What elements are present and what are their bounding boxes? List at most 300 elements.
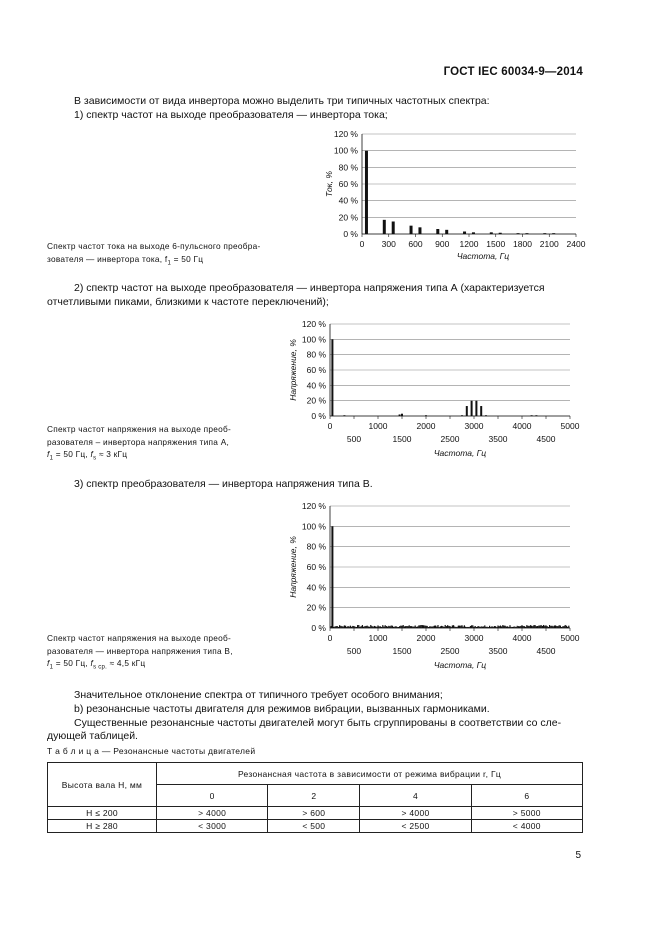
y-tick-label: 20 % bbox=[306, 602, 326, 613]
noise-bar bbox=[537, 626, 538, 628]
caption-1-line-2: зователя — инвертора тока, $f_1 = 50$ Гц bbox=[47, 253, 204, 267]
noise-bar bbox=[491, 626, 492, 628]
table-row bbox=[48, 807, 583, 820]
noise-bar bbox=[496, 627, 497, 628]
noise-bar bbox=[334, 627, 335, 628]
noise-bar bbox=[466, 627, 467, 628]
noise-bar bbox=[428, 627, 429, 628]
noise-bar bbox=[365, 626, 366, 628]
bar bbox=[463, 232, 466, 235]
noise-bar bbox=[459, 626, 460, 628]
caption-2-line-1: Спектр частот напряжения на выходе преоб- bbox=[47, 424, 231, 434]
noise-bar bbox=[421, 625, 422, 628]
noise-bar bbox=[380, 626, 381, 628]
noise-bar bbox=[477, 626, 478, 628]
noise-bar bbox=[398, 627, 399, 628]
x-tick-label: 2000 bbox=[416, 421, 436, 431]
noise-bar bbox=[355, 627, 356, 628]
noise-bar bbox=[562, 626, 563, 628]
caption-3-line-1: Спектр частот напряжения на выходе преоб- bbox=[47, 633, 231, 643]
noise-bar bbox=[449, 626, 450, 628]
x-tick-label: 5000 bbox=[560, 421, 580, 431]
noise-bar bbox=[346, 627, 347, 628]
noise-bar bbox=[363, 627, 364, 628]
bar bbox=[531, 415, 533, 416]
y-axis-title: Напряжение, % bbox=[288, 339, 298, 401]
noise-bar bbox=[434, 626, 435, 628]
noise-bar bbox=[422, 625, 423, 628]
noise-bar bbox=[339, 625, 340, 628]
noise-bar bbox=[527, 626, 528, 628]
noise-bar bbox=[352, 626, 353, 628]
table-row bbox=[48, 820, 583, 833]
y-tick-label: 80 % bbox=[306, 349, 326, 360]
noise-bar bbox=[357, 625, 358, 628]
noise-bar bbox=[526, 625, 527, 628]
table-header-mode: 4 bbox=[360, 785, 471, 807]
noise-bar bbox=[406, 626, 407, 628]
noise-bar bbox=[404, 626, 405, 628]
bar bbox=[418, 227, 421, 234]
noise-bar bbox=[476, 627, 477, 628]
bar bbox=[331, 339, 333, 416]
y-tick-label: 40 % bbox=[338, 195, 358, 206]
y-tick-label: 0 % bbox=[311, 623, 326, 633]
noise-bar bbox=[525, 627, 526, 628]
noise-bar bbox=[413, 627, 414, 628]
noise-bar bbox=[374, 626, 375, 628]
noise-bar bbox=[561, 627, 562, 628]
y-tick-label: 120 % bbox=[301, 501, 326, 511]
bar bbox=[466, 406, 468, 416]
table-caption: Т а б л и ц а — Резонансные частоты двигателей bbox=[47, 746, 256, 756]
x-tick-label: 3000 bbox=[464, 421, 484, 431]
noise-bar bbox=[481, 626, 482, 628]
noise-bar bbox=[567, 627, 568, 628]
noise-bar bbox=[362, 625, 363, 628]
noise-bar bbox=[381, 627, 382, 628]
y-axis-title: Напряжение, % bbox=[288, 536, 298, 598]
bar bbox=[383, 220, 386, 234]
noise-bar bbox=[556, 626, 557, 628]
noise-bar bbox=[547, 626, 548, 628]
bar bbox=[401, 414, 403, 416]
noise-bar bbox=[536, 626, 537, 628]
noise-bar bbox=[544, 626, 545, 628]
noise-bar bbox=[443, 627, 444, 628]
noise-bar bbox=[431, 627, 432, 628]
noise-bar bbox=[549, 625, 550, 628]
x-tick-label: 0 bbox=[359, 239, 365, 249]
bar bbox=[517, 233, 520, 234]
x-tick-label: 2500 bbox=[440, 646, 460, 656]
noise-bar bbox=[553, 626, 554, 628]
noise-bar bbox=[515, 627, 516, 628]
noise-bar bbox=[447, 625, 448, 628]
noise-bar bbox=[467, 627, 468, 628]
noise-bar bbox=[358, 625, 359, 628]
noise-bar bbox=[469, 627, 470, 628]
noise-bar bbox=[387, 627, 388, 628]
x-tick-label: 4500 bbox=[536, 646, 556, 656]
intro-text: В зависимости от вида инвертора можно выделить три типичных частотных спектра: bbox=[74, 95, 490, 107]
noise-bar bbox=[470, 626, 471, 628]
noise-bar bbox=[441, 626, 442, 628]
noise-bar bbox=[340, 626, 341, 628]
noise-bar bbox=[343, 626, 344, 628]
bar bbox=[445, 230, 448, 234]
table-cell-h: H ≥ 280 bbox=[48, 820, 157, 833]
y-tick-label: 100 % bbox=[301, 521, 326, 532]
bar bbox=[490, 232, 493, 234]
table-cell: < 3000 bbox=[157, 820, 268, 833]
noise-bar bbox=[550, 626, 551, 628]
noise-bar bbox=[508, 627, 509, 628]
noise-bar bbox=[485, 627, 486, 628]
noise-bar bbox=[350, 626, 351, 628]
caption-2 bbox=[47, 423, 231, 465]
noise-bar bbox=[545, 625, 546, 628]
noise-bar bbox=[451, 627, 452, 628]
x-tick-label: 3500 bbox=[488, 434, 508, 444]
x-tick-label: 500 bbox=[346, 434, 362, 444]
y-tick-label: 100 % bbox=[333, 145, 358, 156]
noise-bar bbox=[409, 625, 410, 628]
noise-bar bbox=[519, 626, 520, 628]
table-header-mode: 6 bbox=[471, 785, 582, 807]
bar bbox=[399, 414, 401, 416]
table-header-mode: 0 bbox=[157, 785, 268, 807]
noise-bar bbox=[479, 627, 480, 628]
noise-bar bbox=[541, 625, 542, 628]
noise-bar bbox=[520, 626, 521, 628]
noise-bar bbox=[523, 626, 524, 628]
x-tick-label: 1000 bbox=[368, 421, 388, 431]
noise-bar bbox=[338, 627, 339, 628]
noise-bar bbox=[511, 627, 512, 628]
noise-bar bbox=[448, 626, 449, 628]
noise-bar bbox=[471, 625, 472, 628]
x-tick-label: 4000 bbox=[512, 633, 532, 643]
table-cell: < 500 bbox=[268, 820, 360, 833]
table-header-mode: 2 bbox=[268, 785, 360, 807]
x-tick-label: 1000 bbox=[368, 633, 388, 643]
noise-bar bbox=[344, 625, 345, 628]
noise-bar bbox=[555, 625, 556, 628]
noise-bar bbox=[505, 626, 506, 628]
noise-bar bbox=[483, 626, 484, 628]
x-tick-label: 3000 bbox=[464, 633, 484, 643]
paragraph-3-line-1: Существенные резонансные частоты двигателей могут быть сгруппированы в соответствии со сле- bbox=[74, 717, 562, 729]
noise-bar bbox=[495, 626, 496, 628]
noise-bar bbox=[557, 626, 558, 628]
bar bbox=[472, 232, 475, 234]
noise-bar bbox=[377, 625, 378, 628]
noise-bar bbox=[399, 626, 400, 628]
noise-bar bbox=[405, 626, 406, 628]
noise-bar bbox=[475, 626, 476, 628]
noise-bar bbox=[529, 626, 530, 628]
noise-bar bbox=[543, 625, 544, 628]
noise-bar bbox=[539, 625, 540, 628]
noise-bar bbox=[568, 626, 569, 628]
caption-2-line-2: разователя – инвертора напряжения типа А, bbox=[47, 436, 230, 447]
noise-bar bbox=[563, 626, 564, 628]
noise-bar bbox=[356, 627, 357, 628]
noise-bar bbox=[524, 626, 525, 628]
noise-bar bbox=[446, 626, 447, 628]
table-cell: > 4000 bbox=[360, 807, 471, 820]
bar bbox=[535, 415, 537, 416]
paragraph-3-line-2: дующей таблицей. bbox=[47, 730, 138, 742]
y-tick-label: 0 % bbox=[311, 411, 326, 421]
noise-bar bbox=[530, 625, 531, 628]
noise-bar bbox=[361, 626, 362, 628]
noise-bar bbox=[335, 626, 336, 628]
caption-2-line-3: $f_1 = 50$ Гц, $f_s \approx 3$ кГц bbox=[47, 449, 128, 462]
bar bbox=[436, 229, 439, 234]
bar bbox=[425, 415, 427, 416]
table-cell: < 2500 bbox=[360, 820, 471, 833]
x-tick-label: 4000 bbox=[512, 421, 532, 431]
noise-bar bbox=[345, 626, 346, 628]
x-tick-label: 600 bbox=[408, 239, 423, 249]
noise-bar bbox=[368, 626, 369, 628]
noise-bar bbox=[411, 626, 412, 628]
noise-bar bbox=[416, 627, 417, 628]
noise-bar bbox=[382, 625, 383, 628]
x-tick-label: 2100 bbox=[539, 239, 559, 249]
noise-bar bbox=[412, 627, 413, 628]
noise-bar bbox=[531, 626, 532, 628]
noise-bar bbox=[379, 626, 380, 628]
x-axis-title: Частота, Гц bbox=[456, 251, 510, 261]
noise-bar bbox=[455, 627, 456, 628]
y-tick-label: 100 % bbox=[301, 334, 326, 345]
noise-bar bbox=[499, 626, 500, 628]
chart-2 bbox=[270, 316, 590, 462]
noise-bar bbox=[442, 626, 443, 628]
noise-bar bbox=[538, 626, 539, 628]
noise-bar bbox=[424, 625, 425, 628]
noise-bar bbox=[560, 626, 561, 628]
resonance-table bbox=[47, 762, 583, 833]
noise-bar bbox=[347, 626, 348, 628]
noise-bar bbox=[482, 627, 483, 628]
noise-bar bbox=[351, 627, 352, 628]
bar bbox=[475, 401, 477, 416]
table-cell: > 4000 bbox=[157, 807, 268, 820]
noise-bar bbox=[566, 626, 567, 628]
bar bbox=[485, 415, 487, 416]
x-tick-label: 900 bbox=[435, 239, 450, 249]
noise-bar bbox=[488, 627, 489, 628]
y-tick-label: 20 % bbox=[338, 212, 358, 223]
bar bbox=[471, 401, 473, 416]
noise-bar bbox=[386, 626, 387, 628]
noise-bar bbox=[463, 627, 464, 628]
noise-bar bbox=[430, 626, 431, 628]
noise-bar bbox=[501, 626, 502, 628]
y-tick-label: 120 % bbox=[333, 129, 358, 139]
y-tick-label: 40 % bbox=[306, 582, 326, 593]
noise-bar bbox=[389, 626, 390, 628]
noise-bar bbox=[460, 626, 461, 628]
noise-bar bbox=[435, 626, 436, 628]
y-tick-label: 60 % bbox=[306, 365, 326, 375]
x-tick-label: 500 bbox=[346, 646, 362, 656]
y-tick-label: 60 % bbox=[306, 562, 326, 572]
noise-bar bbox=[369, 627, 370, 628]
noise-bar bbox=[513, 627, 514, 628]
noise-bar bbox=[458, 626, 459, 628]
noise-bar bbox=[452, 625, 453, 628]
bar bbox=[331, 526, 333, 628]
noise-bar bbox=[512, 627, 513, 628]
bar bbox=[480, 406, 482, 416]
caption-3-line-2: разователя — инвертора напряжения типа В, bbox=[47, 645, 233, 656]
noise-bar bbox=[385, 625, 386, 628]
noise-bar bbox=[383, 627, 384, 628]
noise-bar bbox=[494, 626, 495, 628]
noise-bar bbox=[507, 626, 508, 628]
noise-bar bbox=[397, 627, 398, 628]
noise-bar bbox=[454, 627, 455, 628]
item-1: 1) спектр частот на выходе преобразователя — инвертора тока; bbox=[74, 109, 388, 121]
noise-bar bbox=[419, 625, 420, 628]
table-cell: > 5000 bbox=[471, 807, 582, 820]
noise-bar bbox=[464, 625, 465, 628]
noise-bar bbox=[565, 625, 566, 628]
y-tick-label: 60 % bbox=[338, 179, 358, 189]
y-tick-label: 120 % bbox=[301, 319, 326, 329]
noise-bar bbox=[484, 625, 485, 628]
x-tick-label: 1500 bbox=[486, 239, 506, 249]
noise-bar bbox=[457, 627, 458, 628]
x-tick-label: 2000 bbox=[416, 633, 436, 643]
noise-bar bbox=[532, 626, 533, 628]
noise-bar bbox=[415, 625, 416, 628]
noise-bar bbox=[487, 627, 488, 628]
item-3: 3) спектр преобразователя — инвертора напряжения типа В. bbox=[74, 478, 373, 490]
noise-bar bbox=[465, 627, 466, 628]
noise-bar bbox=[517, 626, 518, 628]
noise-bar bbox=[502, 625, 503, 628]
x-tick-label: 2400 bbox=[566, 239, 586, 249]
bar bbox=[543, 233, 546, 234]
noise-bar bbox=[375, 626, 376, 628]
x-tick-label: 300 bbox=[381, 239, 396, 249]
x-tick-label: 0 bbox=[327, 633, 333, 643]
x-tick-label: 1500 bbox=[392, 646, 412, 656]
x-tick-label: 0 bbox=[327, 421, 333, 431]
noise-bar bbox=[425, 626, 426, 628]
x-tick-label: 2500 bbox=[440, 434, 460, 444]
table-cell: > 600 bbox=[268, 807, 360, 820]
noise-bar bbox=[371, 626, 372, 628]
noise-bar bbox=[403, 625, 404, 628]
noise-bar bbox=[542, 626, 543, 628]
noise-bar bbox=[400, 626, 401, 628]
chart-3 bbox=[270, 498, 590, 672]
noise-bar bbox=[440, 626, 441, 628]
noise-bar bbox=[391, 625, 392, 628]
page-number: 5 bbox=[575, 850, 581, 861]
noise-bar bbox=[521, 625, 522, 628]
noise-bar bbox=[370, 625, 371, 628]
paragraph-2: b) резонансные частоты двигателя для режимов вибрации, вызванных гармониками. bbox=[74, 703, 490, 715]
table-cell: < 4000 bbox=[471, 820, 582, 833]
noise-bar bbox=[472, 625, 473, 628]
y-tick-label: 0 % bbox=[343, 229, 358, 239]
noise-bar bbox=[393, 627, 394, 628]
x-axis-title: Частота, Гц bbox=[433, 660, 487, 670]
noise-bar bbox=[359, 627, 360, 628]
bar bbox=[343, 415, 345, 416]
noise-bar bbox=[503, 626, 504, 628]
item-2-line-2: отчетливыми пиками, близкими к частоте переключений); bbox=[47, 296, 329, 308]
document-code: ГОСТ IEC 60034-9—2014 bbox=[443, 66, 583, 78]
noise-bar bbox=[407, 626, 408, 628]
table-cell-h: H ≤ 200 bbox=[48, 807, 157, 820]
x-axis-title: Частота, Гц bbox=[433, 448, 487, 458]
noise-bar bbox=[349, 627, 350, 628]
noise-bar bbox=[427, 626, 428, 628]
x-tick-label: 5000 bbox=[560, 633, 580, 643]
chart-1 bbox=[300, 126, 600, 266]
noise-bar bbox=[337, 626, 338, 628]
noise-bar bbox=[554, 625, 555, 628]
y-tick-label: 20 % bbox=[306, 395, 326, 406]
bar bbox=[392, 222, 395, 235]
noise-bar bbox=[373, 627, 374, 628]
noise-bar bbox=[478, 626, 479, 628]
item-2-line-1: 2) спектр частот на выходе преобразователя — инвертора напряжения типа А (характеризуется bbox=[74, 282, 545, 294]
noise-bar bbox=[559, 625, 560, 628]
noise-bar bbox=[445, 625, 446, 628]
x-tick-label: 1500 bbox=[392, 434, 412, 444]
noise-bar bbox=[376, 627, 377, 628]
y-tick-label: 80 % bbox=[306, 541, 326, 552]
x-tick-label: 3500 bbox=[488, 646, 508, 656]
noise-bar bbox=[509, 625, 510, 628]
noise-bar bbox=[429, 626, 430, 628]
noise-bar bbox=[497, 625, 498, 628]
y-axis-title: Ток, % bbox=[324, 171, 334, 197]
noise-bar bbox=[489, 626, 490, 628]
noise-bar bbox=[417, 627, 418, 628]
noise-bar bbox=[394, 627, 395, 628]
noise-bar bbox=[548, 627, 549, 628]
bar bbox=[410, 226, 413, 234]
noise-bar bbox=[392, 626, 393, 628]
noise-bar bbox=[367, 626, 368, 628]
y-tick-label: 40 % bbox=[306, 380, 326, 391]
noise-bar bbox=[437, 625, 438, 628]
noise-bar bbox=[433, 626, 434, 628]
noise-bar bbox=[533, 625, 534, 628]
noise-bar bbox=[490, 627, 491, 628]
y-tick-label: 80 % bbox=[338, 162, 358, 173]
noise-bar bbox=[410, 626, 411, 628]
noise-bar bbox=[423, 625, 424, 628]
noise-bar bbox=[418, 625, 419, 628]
noise-bar bbox=[401, 626, 402, 628]
caption-3-line-3: $f_1 = 50$ Гц, $f_{s ср.} \approx 4,5$ кГц bbox=[47, 658, 146, 671]
noise-bar bbox=[500, 626, 501, 628]
caption-1-line-1: Спектр частот тока на выходе 6-пульсного преобра- bbox=[47, 241, 261, 251]
noise-bar bbox=[506, 627, 507, 628]
